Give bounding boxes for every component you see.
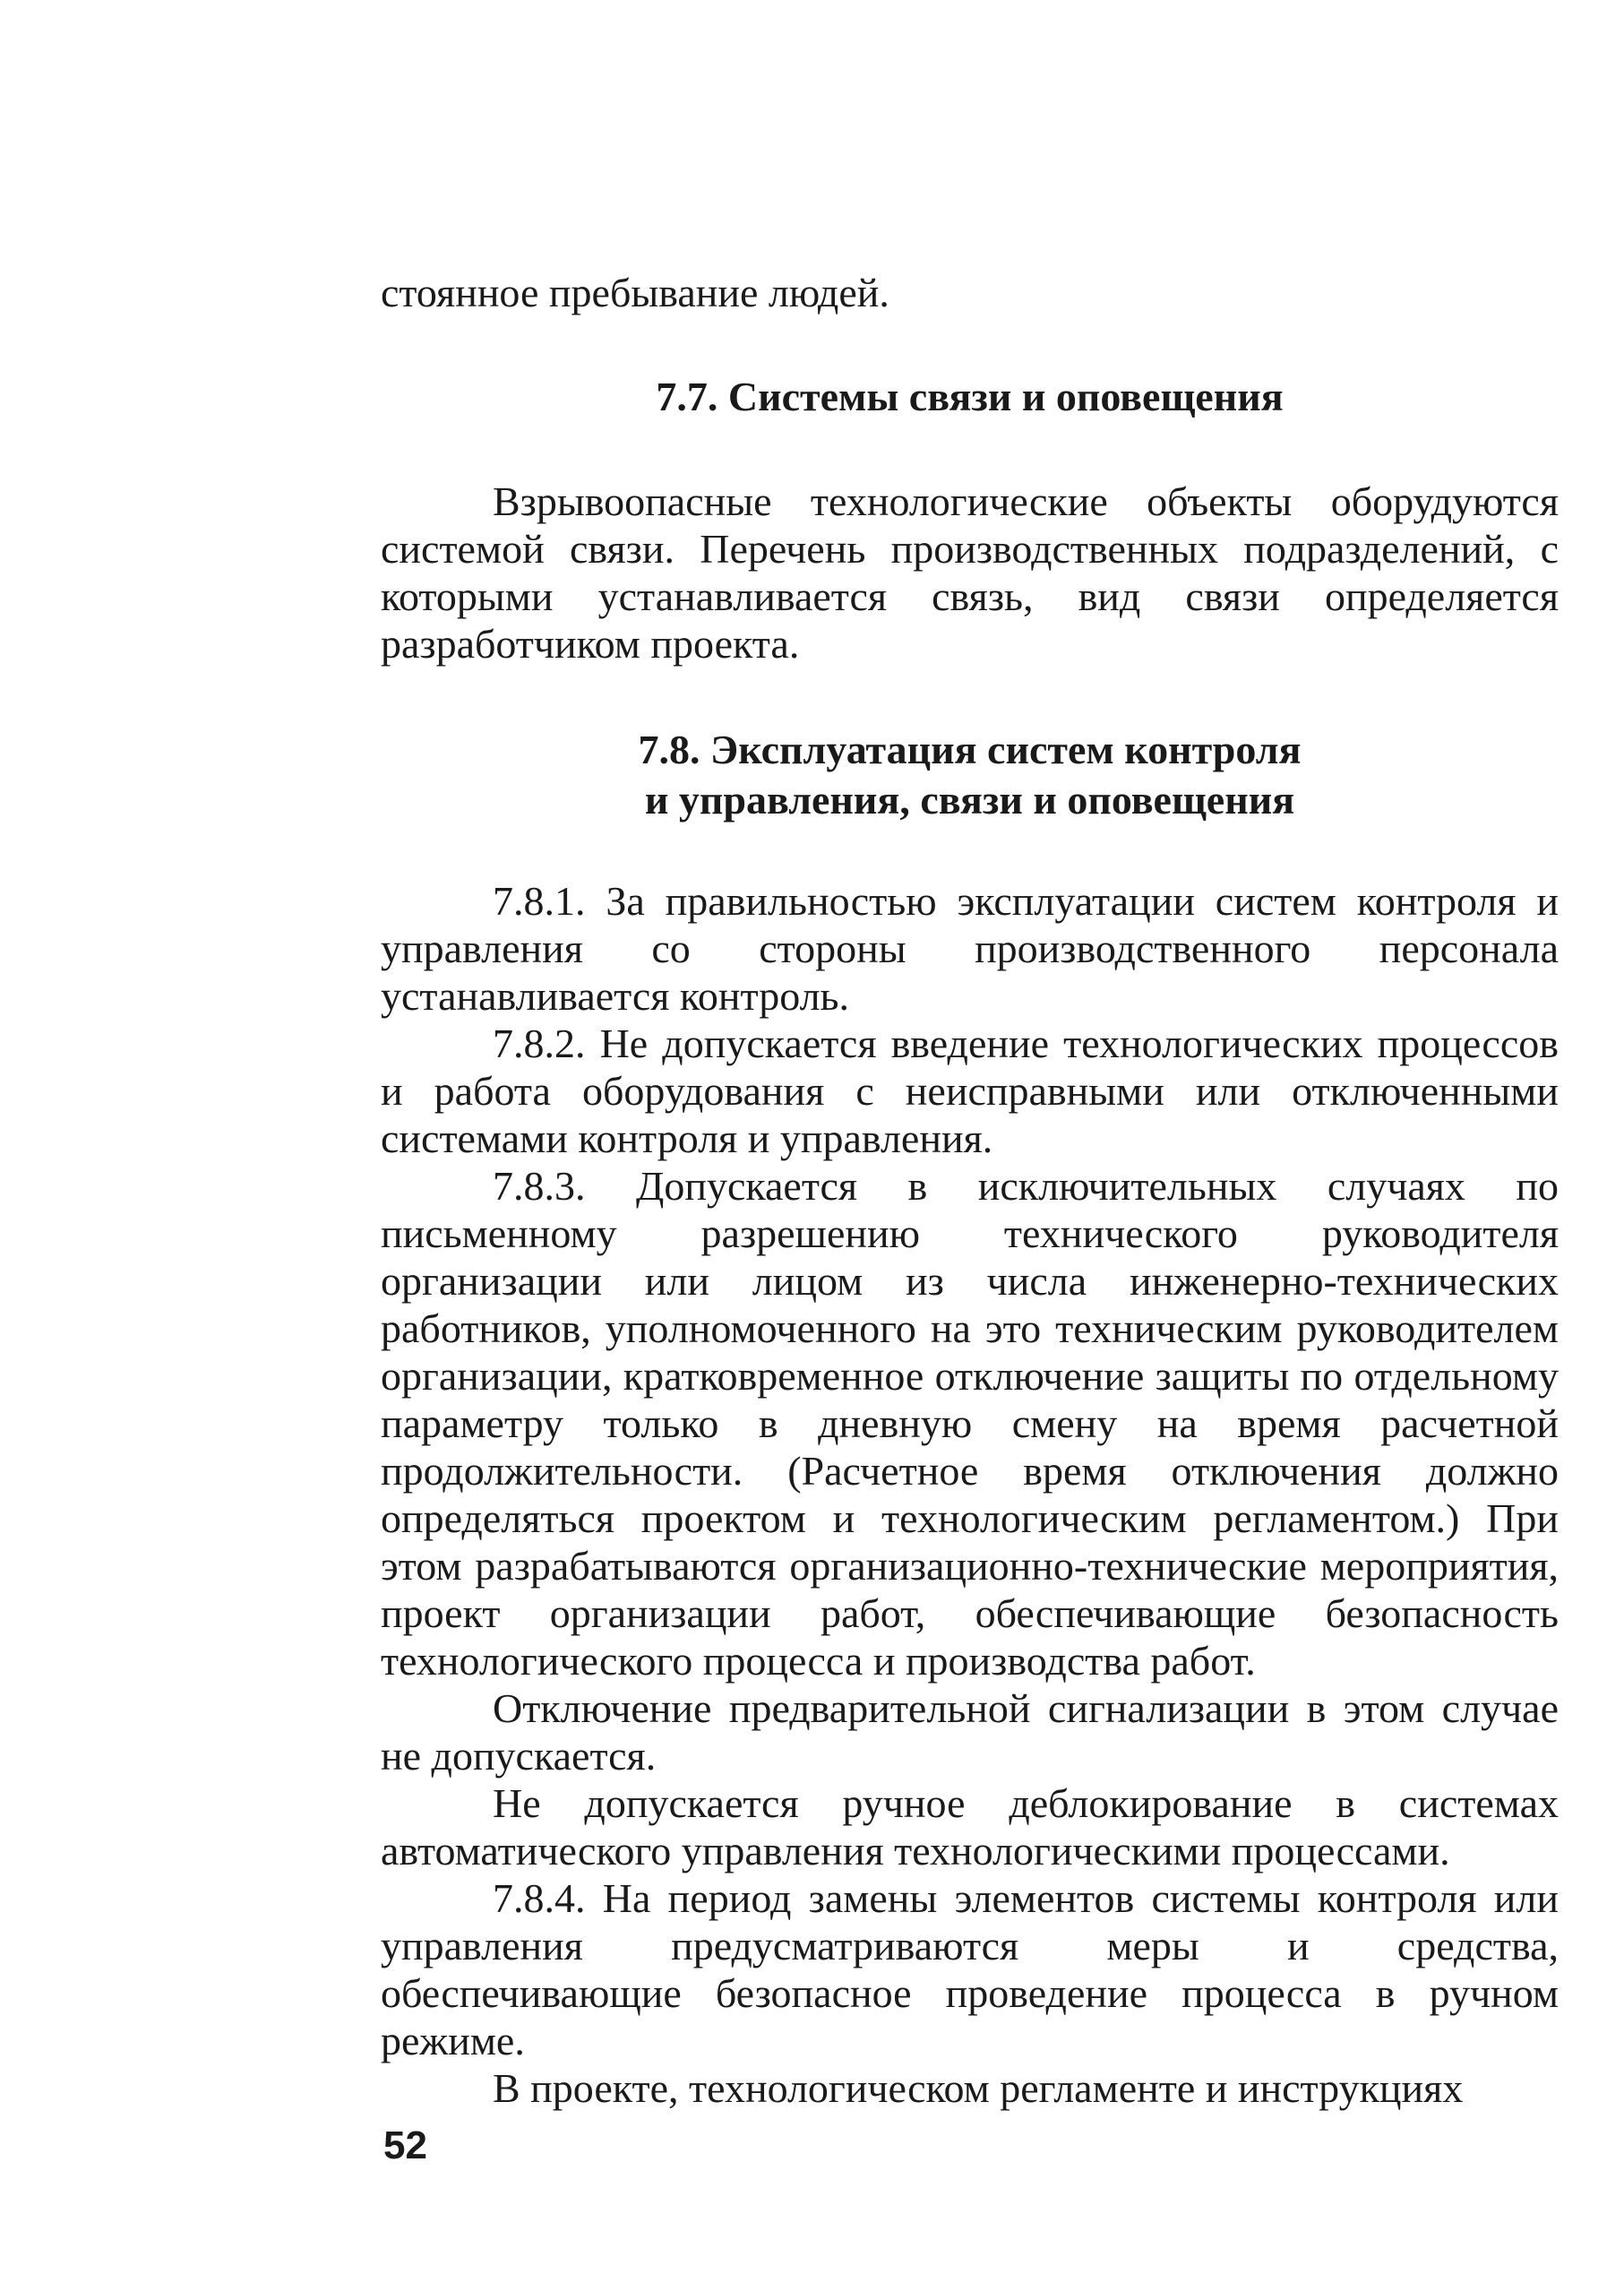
section-7-7-paragraph: Взрывоопасные технологические объекты оборудуются системой связи. Перечень производственных подразделений, с которыми устанавливается связь, вид связи определяется разработчиком проекта.: [381, 478, 1559, 667]
clause-7-8-3-signaling: Отключение предварительной сигнализации в этом случае не допускается.: [381, 1685, 1559, 1779]
clause-7-8-4: 7.8.4. На период замены элементов системы контроля или управления предусматриваются меры и средства, обеспечивающие безопасное проведение процесса в ручном режиме.: [381, 1875, 1559, 2063]
section-7-7-heading: 7.7. Системы связи и оповещения: [656, 374, 1284, 419]
clause-7-8-3-unblocking: Не допускается ручное деблокирование в системах автоматического управления технологическими процессами.: [381, 1780, 1559, 1873]
clause-7-8-3: 7.8.3. Допускается в исключительных случаях по письменному разрешению технического руководителя организации или лицом из числа инженерно-технических работников, уполномоченного на это техническим руководителем организации, кратковременное отключение защиты по отдельному параметру только в дневную смену на время расчетной продолжительности. (Расчетное время отключения должно определяться проектом и технологическим регламентом.) При этом разрабатываются организационно-технические мероприятия, проект организации работ, обеспечивающие безопасность технологического процесса и производства работ.: [381, 1163, 1559, 1684]
section-7-8-heading-line2: и управления, связи и оповещения: [644, 777, 1295, 823]
clause-7-8-2: 7.8.2. Не допускается введение технологических процессов и работа оборудования с неисправными или отключенными системами контроля и управления.: [381, 1021, 1559, 1161]
page-number: 52: [383, 2123, 427, 2167]
section-7-8-heading: [381, 725, 1559, 825]
clause-7-8-1: 7.8.1. За правильностью эксплуатации систем контроля и управления со стороны производственного персонала устанавливается контроль.: [381, 878, 1559, 1019]
document-page: [381, 269, 1559, 2112]
section-7-8-heading-line1: 7.8. Эксплуатация систем контроля: [638, 727, 1302, 772]
continuation-text: стоянное пребывание людей.: [381, 270, 889, 315]
final-paragraph-start: В проекте, технологическом регламенте и инструкциях: [493, 2065, 1464, 2111]
